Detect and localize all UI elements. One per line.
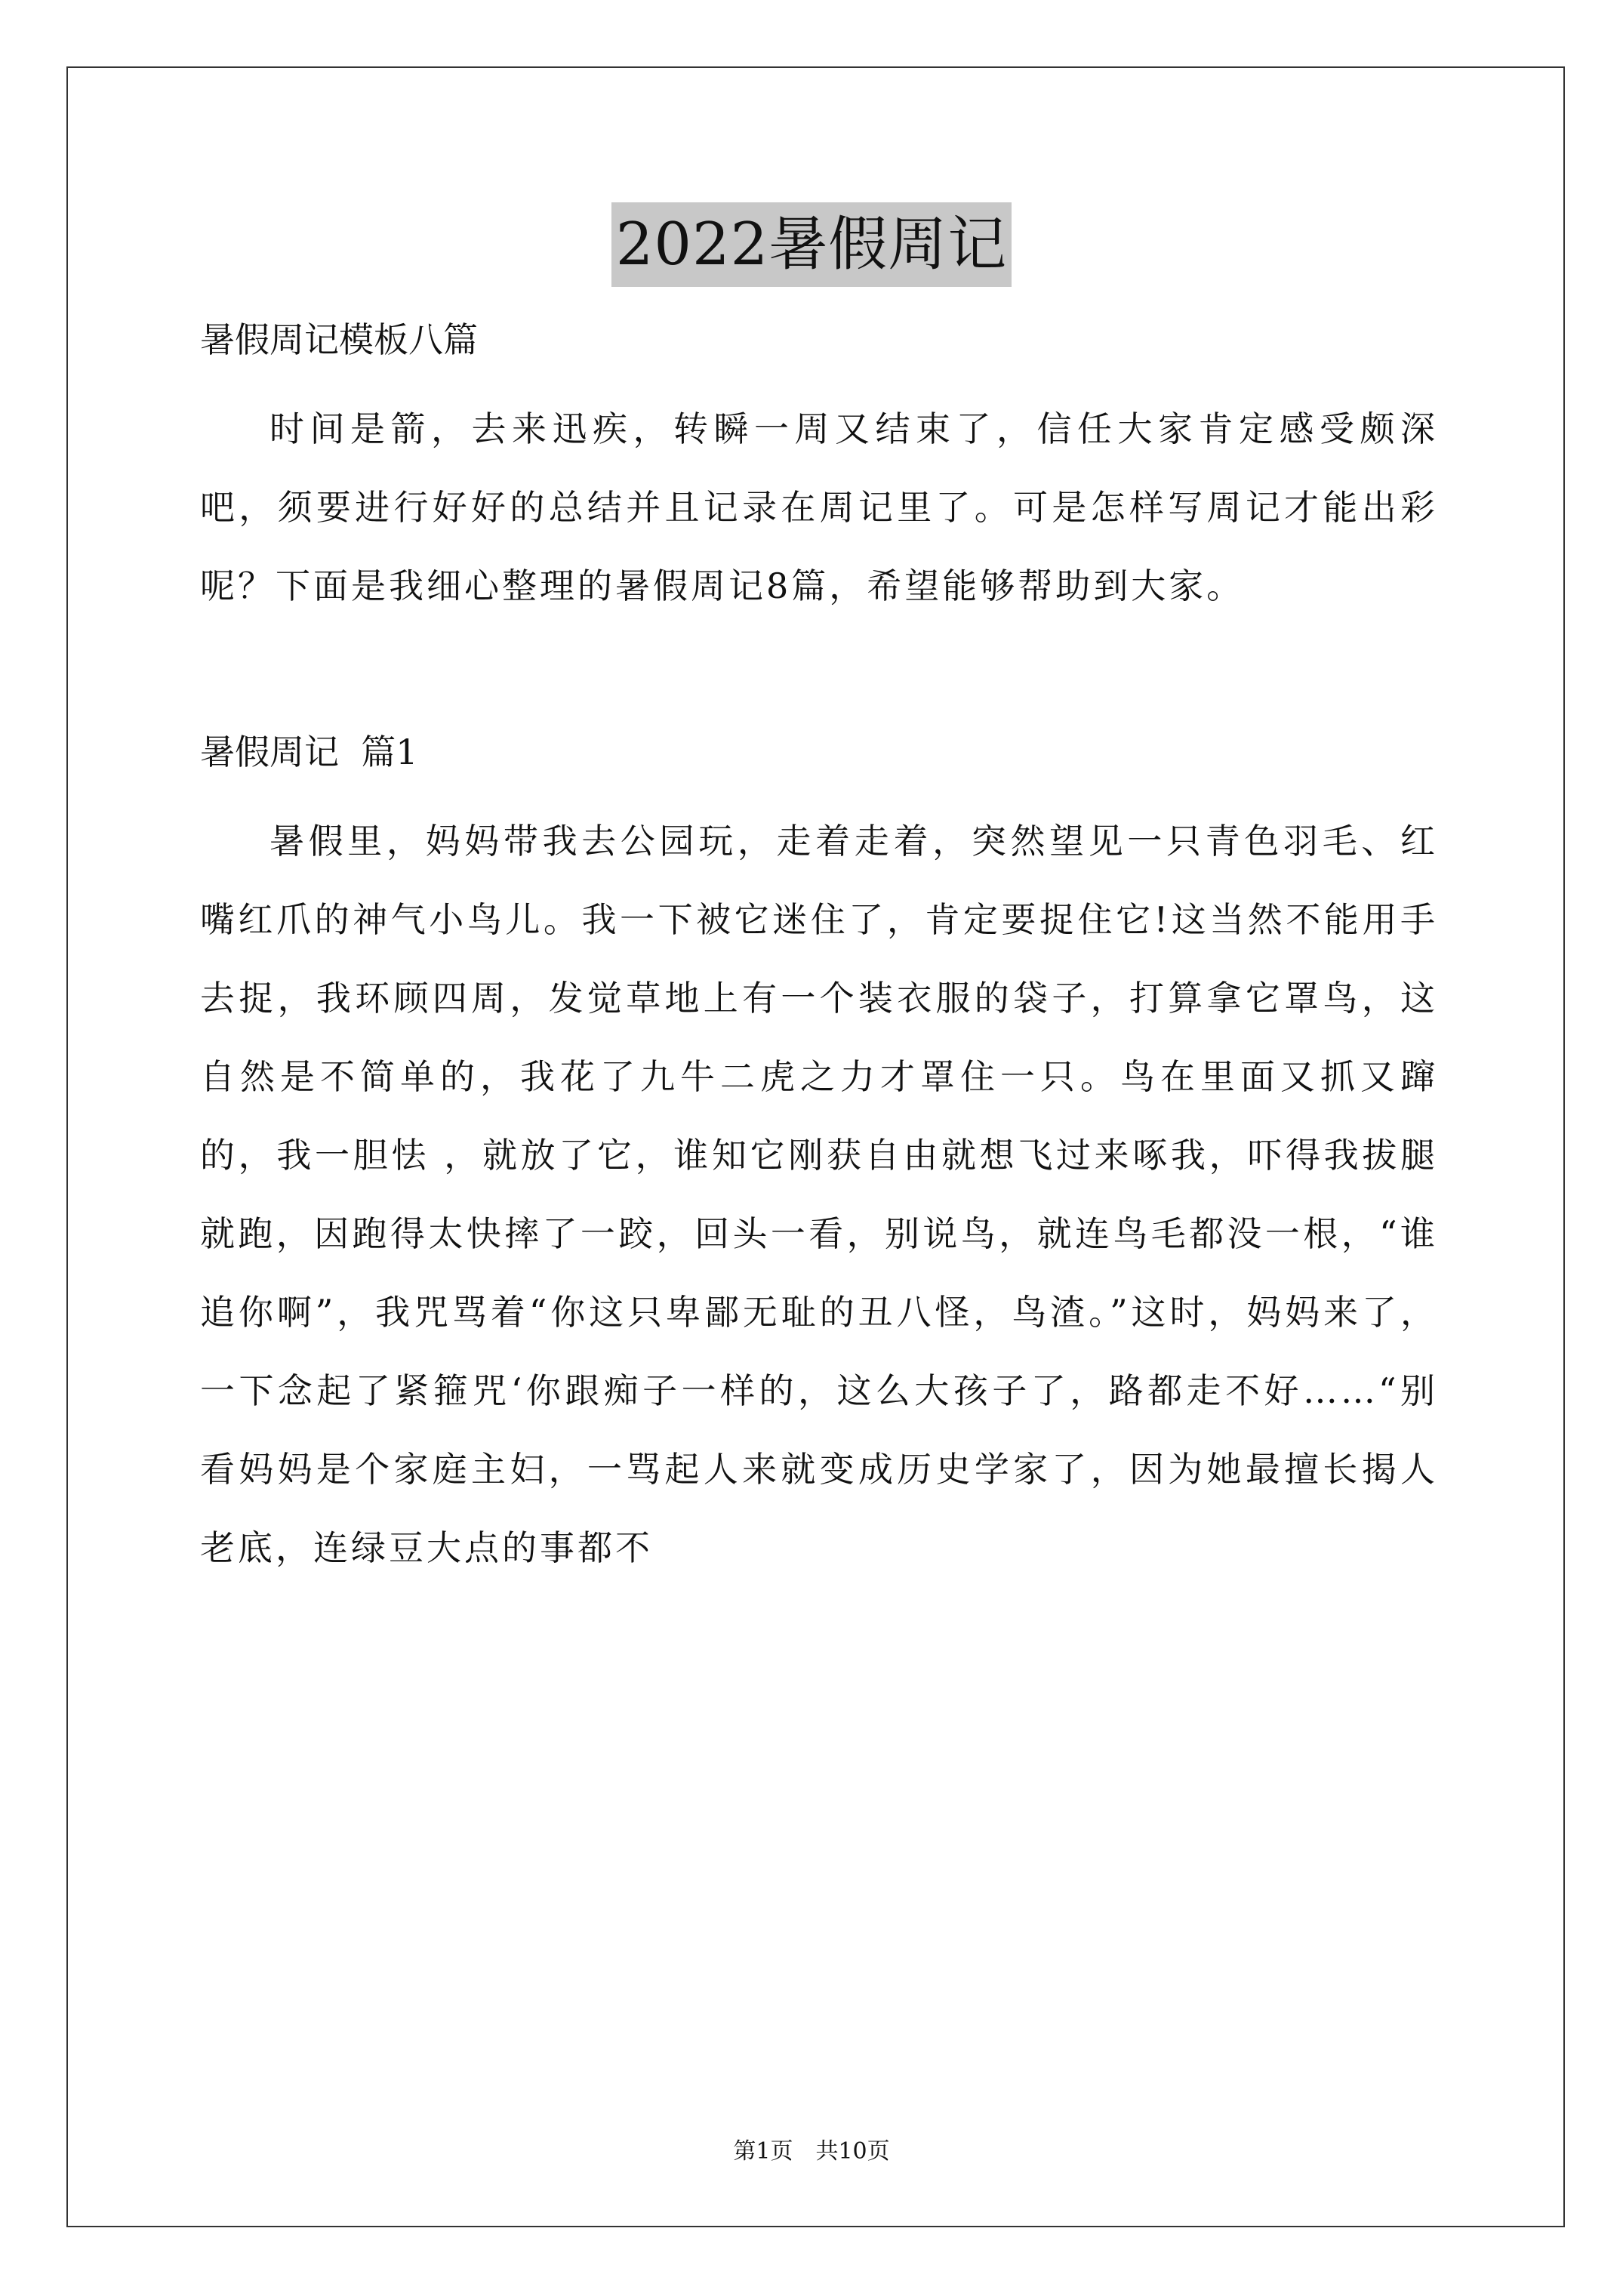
title-container [0, 202, 1623, 287]
section-line: 来啄我，吓得我拔腿就跑，因跑得太快摔了一跤，回头一看，别说鸟， [200, 1135, 1438, 1254]
page-number-current: 第1页 [733, 2138, 793, 2165]
section-line: 能用手去捉，我环顾四周，发觉草地上有一个装衣服的袋子，打算拿 [200, 899, 1438, 1019]
intro-line: 时间是箭，去来迅疾，转瞬一周又结束了，信任大家肯定感受颇 [269, 408, 1400, 449]
section-paragraph [200, 802, 1438, 1587]
spacer [200, 625, 1438, 714]
document-subtitle: 暑假周记模板八篇 [200, 319, 478, 360]
intro-line: 能出彩呢？下面是我细心整理的暑假周记8篇，希望能够帮助到大家。 [200, 487, 1439, 606]
document-body [200, 302, 1438, 1587]
section-line: 暑假里，妈妈带我去公园玩，走着走着，突然望见一只青色羽毛、 [269, 821, 1400, 861]
spacer [200, 378, 1438, 390]
section-heading: 暑假周记 篇1 [200, 732, 418, 772]
page-number-total: 共10页 [815, 2138, 890, 2165]
section-line: 就连鸟毛都没一根，“谁追你啊”，我咒骂着“你这只卑鄙无耻的丑八 [200, 1213, 1438, 1333]
section-line: 怪，鸟渣。”这时，妈妈来了，一下念起了紧箍咒‘你跟痴子一样的， [200, 1292, 1438, 1411]
section-line: 红嘴红爪的神气小鸟儿。我一下被它迷住了，肯定要捉住它!这当然不 [200, 821, 1438, 940]
section-line: 它罩鸟，这自然是不简单的，我花了九牛二虎之力才罩住一只。鸟在 [200, 978, 1439, 1097]
document-title: 2022暑假周记 [611, 202, 1012, 287]
page-footer [0, 2137, 1623, 2167]
section-line: 里面又抓又蹿的，我一胆怯 ，就放了它，谁知它刚获自由就想飞过 [200, 1056, 1438, 1176]
intro-paragraph [200, 390, 1438, 625]
section-line: 来就变成历史学家了，因为她最擅长揭人老底，连绿豆大点的事都不 [200, 1449, 1439, 1568]
intro-line: 深吧，须要进行好好的总结并且记录在周记里了。可是怎样写周记才 [200, 408, 1438, 528]
spacer [200, 790, 1438, 802]
section-line: 这么大孩子了，路都走不好……“别看妈妈是个家庭主妇，一骂起人 [200, 1370, 1438, 1490]
